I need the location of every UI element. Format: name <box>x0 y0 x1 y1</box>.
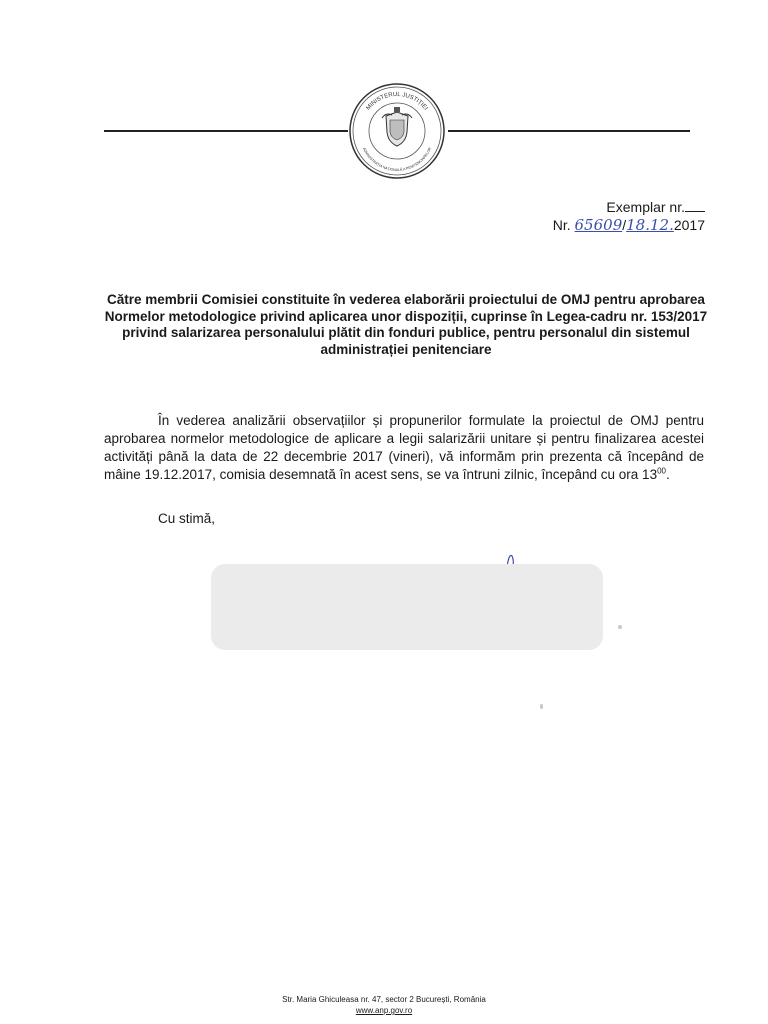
body-end-punctuation: . <box>665 467 670 482</box>
scan-speck <box>540 704 543 709</box>
ministry-seal <box>348 82 446 180</box>
handwritten-date: 18.12. <box>626 216 674 234</box>
number-prefix: Nr. <box>552 217 571 233</box>
header-rule-left <box>104 130 348 132</box>
redacted-signature-block <box>211 564 603 650</box>
registration-number-line <box>553 216 705 234</box>
document-reference <box>553 198 705 234</box>
header-rule-right <box>448 130 690 132</box>
seal-ring-text-bottom: ADMINISTRAȚIA NAȚIONALĂ A PENITENCIARELOR <box>361 146 433 173</box>
footer-website-link[interactable]: www.anp.gov.ro <box>355 1006 413 1015</box>
letter-title: Către membrii Comisiei constituite în vederea elaborării proiectului de OMJ pentru aprobarea Normelor metodologice privind aplicarea unor dispoziții, cuprinse în Legea-cadru nr. 153/2017 privind salarizarea personalului plătit din fonduri publice, pentru personalul din sistemul administrației penitenciare <box>104 292 708 357</box>
body-paragraph: În vederea analizării observațiilor și propunerilor formulate la proiectul de OMJ pentru aprobarea normelor metodologice de aplicare a legii salarizării unitare și pentru finalizarea acestei activități până la data de 22 decembrie 2017 (vineri), vă informăm prin prezenta că începând de mâine 19.12.2017, comisia desemnată în acest sens, se va întruni zilnic, începând cu ora 13 <box>104 413 704 482</box>
letter-body <box>104 412 704 484</box>
reference-year: 2017 <box>673 217 705 233</box>
exemplar-label: Exemplar nr. <box>606 199 685 215</box>
number-separator: / <box>622 217 627 233</box>
exemplar-line <box>553 198 705 216</box>
closing-salutation: Cu stimă, <box>158 511 216 526</box>
seal-ring-text-top: MINISTERUL JUSTIȚIEI <box>365 91 429 112</box>
scan-speck <box>618 625 622 629</box>
time-superscript: 00 <box>657 466 666 476</box>
footer-address: Str. Maria Ghiculeasa nr. 47, sector 2 București, România <box>282 995 486 1004</box>
page-footer <box>0 994 768 1016</box>
exemplar-blank <box>685 199 705 212</box>
handwritten-number: 65609 <box>574 216 623 234</box>
